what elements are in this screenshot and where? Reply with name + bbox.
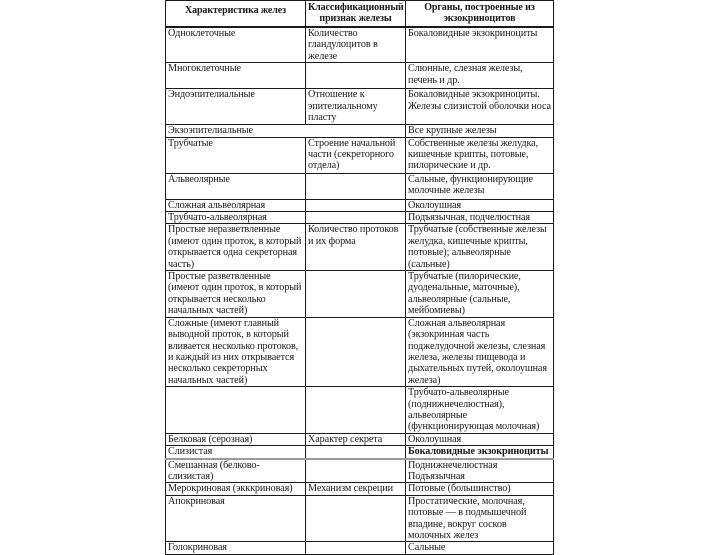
table-row: [166, 483, 554, 495]
cell-classification: [306, 542, 406, 554]
cell-organs: Все крупные железы: [406, 125, 554, 137]
cell-organs: Бокаловидные экзокриноциты: [406, 446, 554, 459]
cell-organs: Слюнные, слезная железы, печень и др.: [406, 63, 554, 89]
table-row: [166, 199, 554, 211]
table-row: [166, 542, 554, 554]
cell-organs: Бокаловидные экзокриноциты. Железы слизистой оболочки носа: [406, 89, 554, 125]
cell-organs: Околоушная: [406, 433, 554, 445]
cell-characteristic: Экзоэпителиальные: [166, 125, 406, 137]
table-row: [166, 63, 554, 89]
cell-classification: [306, 173, 406, 199]
cell-organs: Бокаловидные экзокриноциты: [406, 27, 554, 63]
cell-classification: [306, 212, 406, 224]
cell-characteristic: Простые неразветвленные (имеют один проток, в который открывается одна секреторная часть): [166, 224, 306, 271]
table-row: [166, 212, 554, 224]
cell-characteristic: Апокриновая: [166, 495, 306, 542]
cell-characteristic: Альвеолярные: [166, 173, 306, 199]
cell-characteristic: Слизистая: [166, 446, 306, 459]
cell-characteristic: Многоклеточные: [166, 63, 306, 89]
cell-organs: Сальные, функционирующие молочные железы: [406, 173, 554, 199]
cell-classification: [306, 317, 406, 386]
table-row: [166, 137, 554, 173]
cell-characteristic: Белковая (серозная): [166, 433, 306, 445]
cell-characteristic: Эндоэпителиальные: [166, 89, 306, 125]
table-row: [166, 173, 554, 199]
table-row: [166, 495, 554, 542]
cell-classification: Количество протоков и их форма: [306, 224, 406, 271]
table-row: [166, 317, 554, 386]
cell-classification: [306, 199, 406, 211]
table-row: [166, 459, 554, 483]
cell-characteristic: Простые разветвленные (имеют один проток, в который открывается несколько начальных частей): [166, 271, 306, 318]
table-row: [166, 27, 554, 63]
cell-classification: [306, 271, 406, 318]
cell-characteristic: [166, 387, 306, 434]
table-row: [166, 387, 554, 434]
gland-classification-table: [165, 0, 554, 555]
cell-classification: Отношение к эпителиальному пласту: [306, 89, 406, 125]
table-row: [166, 125, 554, 137]
cell-classification: Строение начальной части (секреторного отдела): [306, 137, 406, 173]
table-row: [166, 433, 554, 445]
cell-characteristic: Сложные (имеют главный выводной проток, в который вливается несколько протоков, и каждый из них открывается несколько секреторных начальных частей): [166, 317, 306, 386]
cell-classification: Механизм секреции: [306, 483, 406, 495]
cell-organs: Трубчато-альвеолярные (поднижнечелюстная), альвеолярные (функционирующая молочная): [406, 387, 554, 434]
cell-organs: Простатические, молочная, потовые — в подмышечной впадине, вокруг сосков молочных желез: [406, 495, 554, 542]
cell-classification: [306, 63, 406, 89]
cell-classification: Характер секрета: [306, 433, 406, 445]
table-row: [166, 271, 554, 318]
cell-characteristic: Смешанная (белково-слизистая): [166, 459, 306, 483]
cell-organs: Потовые (большинство): [406, 483, 554, 495]
cell-classification: [306, 387, 406, 434]
cell-characteristic: Трубчатые: [166, 137, 306, 173]
cell-organs: Трубчатые (пилорические, дуоденальные, маточные), альвеолярные (сальные, мейбомиевы): [406, 271, 554, 318]
cell-characteristic: Сложная альвеолярная: [166, 199, 306, 211]
cell-organs: Сложная альвеолярная (экзокринная часть поджелудочной железы, слезная железа, железы пищевода и дыхательных путей, околоушная железа): [406, 317, 554, 386]
header-gland-characteristic: Характеристика желез: [166, 1, 306, 28]
cell-classification: [306, 459, 406, 483]
cell-organs: Сальные: [406, 542, 554, 554]
header-organs: Органы, построенные из экзокриноцитов: [406, 1, 554, 28]
cell-characteristic: Мерокриновая (экккриновая): [166, 483, 306, 495]
cell-organs: Подъязычная, подчелюстная: [406, 212, 554, 224]
cell-organs: Трубчатые (собственные железы желудка, кишечные крипты, потовые); альвеолярные (сальные): [406, 224, 554, 271]
header-classification-feature: Классификационный признак железы: [306, 1, 406, 28]
cell-classification: [306, 495, 406, 542]
table-header-row: [166, 1, 554, 28]
cell-classification: [306, 446, 406, 459]
table-row: [166, 89, 554, 125]
cell-organs: Собственные железы желудка, кишечные крипты, потовые, пилорические и др.: [406, 137, 554, 173]
cell-organs: Околоушная: [406, 199, 554, 211]
cell-characteristic: Трубчато-альвеолярная: [166, 212, 306, 224]
cell-organs: Поднижнечелюстная Подъязычная: [406, 459, 554, 483]
table-row: [166, 446, 554, 459]
cell-characteristic: Одноклеточные: [166, 27, 306, 63]
cell-classification: Количество гландулоцитов в железе: [306, 27, 406, 63]
table-row: [166, 224, 554, 271]
document-page: [165, 0, 553, 555]
cell-characteristic: Голокриновая: [166, 542, 306, 554]
